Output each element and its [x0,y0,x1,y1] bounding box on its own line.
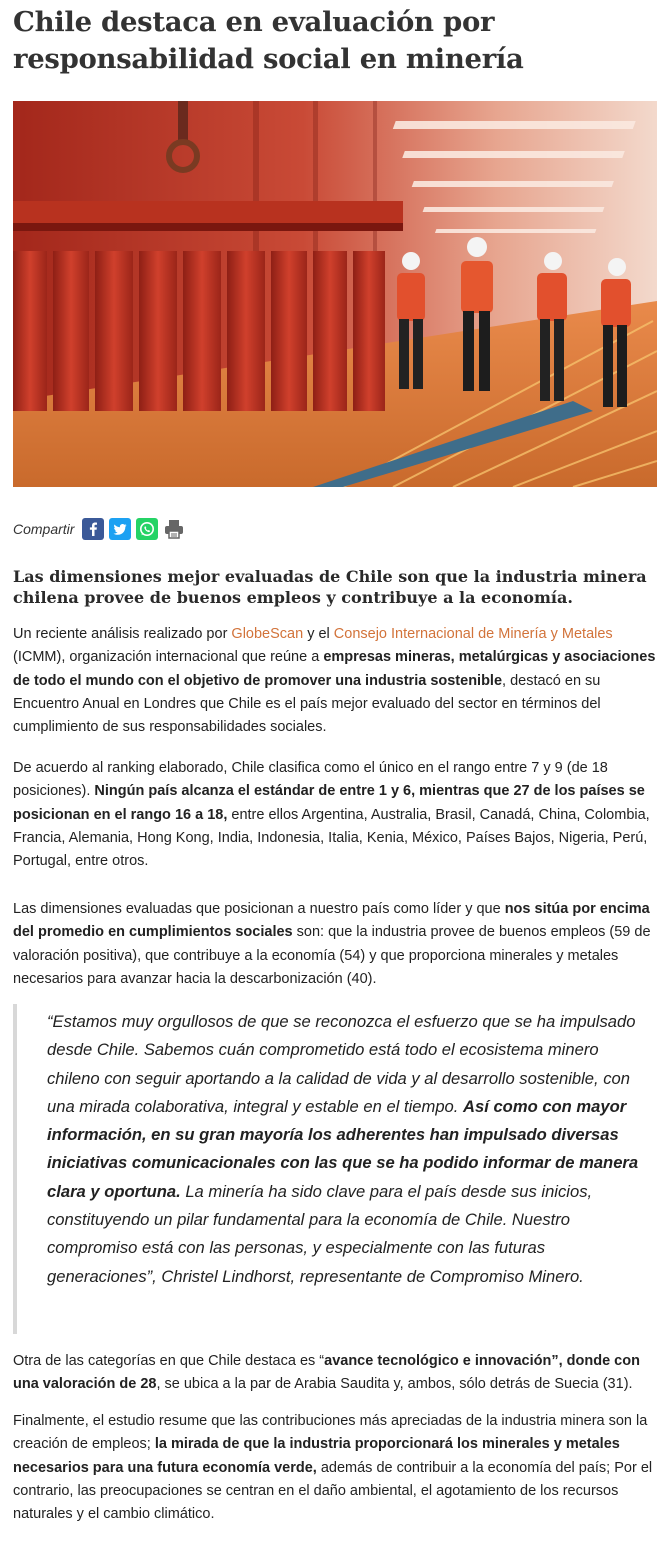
quote-text [47,1008,645,1291]
hero-illustration [13,101,657,487]
article-lead: Las dimensiones mejor evaluadas de Chile son que la industria minera chilena provee de buenos empleos y contribuye a la economía. [13,567,647,607]
text: , se ubica a la par de Arabia Saudita y, ambos, sólo detrás de Suecia (31). [156,1376,633,1393]
whatsapp-icon[interactable] [136,518,158,540]
text: Las dimensiones evaluadas que posicionan a nuestro país como líder y que [13,901,505,917]
globescan-link[interactable]: GlobeScan [231,626,304,642]
text: , destacó en su Encuentro Anual en Londres que Chile es el país mejor evaluado del sector en términos del cumplimiento de sus responsabilidades sociales. [13,672,601,736]
text: La minería ha sido clave para el país desde sus inicios, constituyendo un pilar fundamental para la economía de Chile. Nuestro compromiso está con las personas, y especialmente con las futuras generaciones”, Christel Lindhorst, representante de Compromiso Minero. [47,1181,593,1286]
text: Finalmente, el estudio resume que las contribuciones más apreciadas de la industria minera son la creación de empleos; [13,1413,648,1453]
blockquote [13,1004,649,1334]
twitter-icon[interactable] [109,518,131,540]
facebook-icon[interactable] [82,518,104,540]
icmm-link[interactable]: Consejo Internacional de Minería y Metales [333,626,613,642]
share-bar [13,516,190,542]
text: además de contribuir a la economía del país; Por el contrario, las preocupaciones se centran en el daño ambiental, el agotamiento de los recursos naturales y el cambio climático. [13,1459,653,1523]
text: Otra de las categorías en que Chile destaca es “ [13,1353,325,1369]
bold-text: la mirada de que la industria proporcionará los minerales y metales necesarios para una futura economía verde, [13,1436,620,1476]
print-icon[interactable] [163,518,185,540]
text: (ICMM), organización internacional que reúne a [13,649,324,666]
text: son: que la industria provee de buenos empleos (59 de valoración positiva), que contribuye a la economía (54) y que proporciona minerales y metales necesarios para avanzar hacia la descarbonización (40). [13,924,651,987]
text: “Estamos muy orgullosos de que se reconozca el esfuerzo que se ha impulsado desde Chile. Sabemos cuán comprometido está todo el ecosistema minero chileno con seguir aportando a la calidad de vida y al desarrollo sostenible, con una mirada colaborativa, integral y estable en el tiempo. [47,1012,636,1116]
bold-text: Así como con mayor información, en su gran mayoría los adherentes han impulsado diversas iniciativas comunicacionales con las que se ha podido informar de manera clara y oportuna. [47,1096,639,1201]
text: Un reciente análisis realizado por [13,626,232,642]
paragraph-3 [13,898,657,991]
bold-text: nos sitúa por encima del promedio en cumplimientos sociales [13,901,650,941]
paragraph-4 [13,1350,657,1397]
bold-text: empresas mineras, metalúrgicas y asociaciones de todo el mundo con el objetivo de promover una industria sostenible [13,649,656,689]
article-header [13,0,657,78]
article-title: Chile destaca en evaluación por responsabilidad social en minería [13,6,524,75]
hero-image [13,101,657,487]
paragraph-1 [13,623,657,739]
text: De acuerdo al ranking elaborado, Chile clasifica como el único en el rango entre 7 y 9 (de 18 posiciones). [13,760,608,800]
text: y el [303,626,334,642]
share-label: Compartir [13,521,75,537]
paragraph-2 [13,757,657,873]
bold-text: avance tecnológico e innovación”, donde con una valoración de 28 [13,1353,640,1393]
bold-text: Ningún país alcanza el estándar de entre 1 y 6, mientras que 27 de los países se posicionan en el rango 16 a 18, [13,783,645,823]
text: entre ellos Argentina, Australia, Brasil, Canadá, China, Colombia, Francia, Alemania, Hong Kong, India, Indonesia, Italia, Kenia, México, Países Bajos, Nigeria, Perú, Portugal, entre otros. [13,806,650,870]
paragraph-5 [13,1410,657,1526]
